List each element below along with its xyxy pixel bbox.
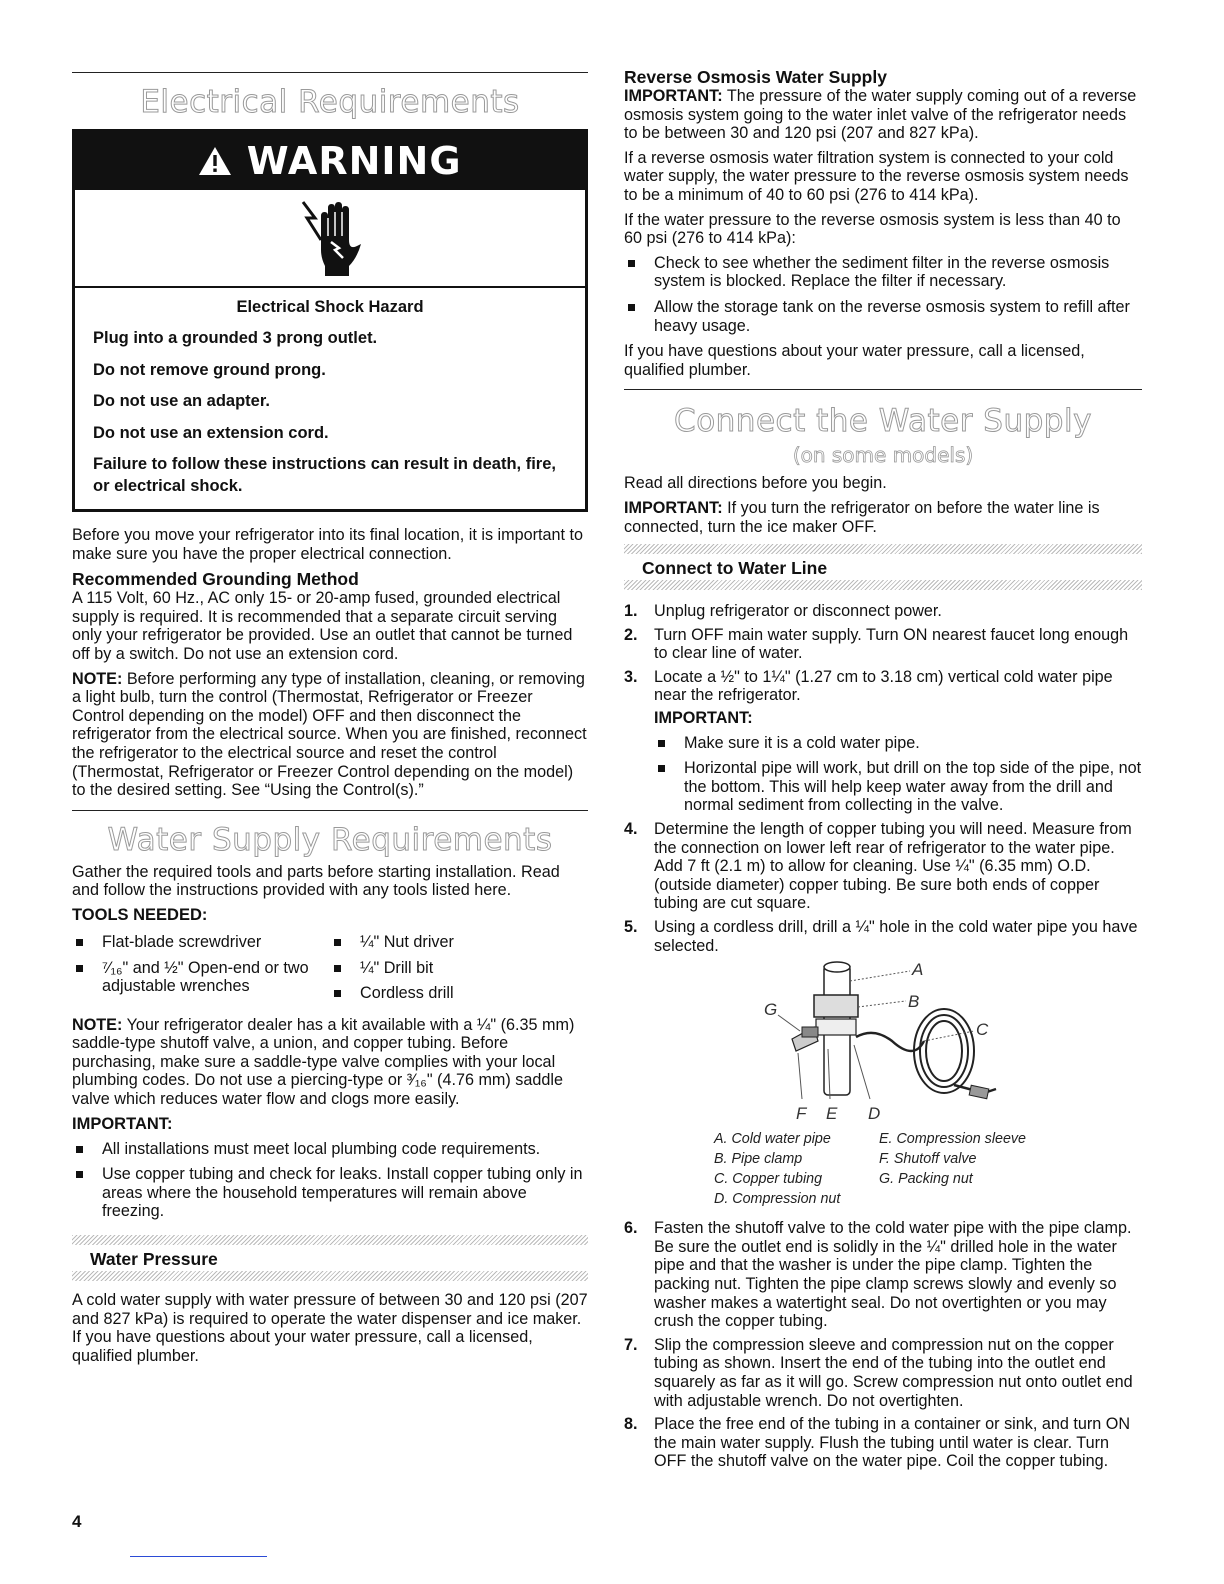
note-paragraph [72, 670, 588, 800]
step-number: 3. [624, 667, 638, 686]
list-item: ⁷⁄₁₆" and ½" Open-end or two adjustable wrenches [72, 959, 330, 996]
ro-paragraph: If the water pressure to the reverse osmosis system is less than 40 to 60 psi (276 to 414 kPa): [624, 210, 1121, 248]
connect-important-paragraph [624, 499, 1142, 536]
important-label: IMPORTANT: [624, 498, 723, 517]
list-item: Use copper tubing and check for leaks. Install copper tubing only in areas where the household temperatures will remain above freezing. [72, 1165, 588, 1221]
tools-heading: TOOLS NEEDED: [72, 905, 208, 924]
important-label: IMPORTANT: [624, 87, 723, 105]
caption-item: C. Copper tubing [714, 1171, 823, 1188]
list-item: Flat-blade screwdriver [72, 933, 330, 952]
figure-label-g: G [764, 1000, 778, 1020]
note-text: Before performing any type of installation, cleaning, or removing a light bulb, turn the control (Thermostat, Refrigerator or Freezer Control depending on the model) OFF and then disconnect the refrigerator from the electrical source. When you are finished, reconnect the refrigerator to the electrical source and reset the control (Thermostat, Refrigerator or Freezer Control depending on the model) to the desired setting. See “Using the Control(s).” [72, 669, 587, 800]
right-column [624, 62, 1142, 1476]
hatch-divider [72, 1235, 588, 1245]
warning-line: Do not use an adapter. [93, 392, 270, 410]
read-all-text: Read all directions before you begin. [624, 474, 887, 493]
ro-paragraph: If a reverse osmosis water filtration system is connected to your cold water supply, the water pressure to the reverse osmosis system needs to be a minimum of 40 to 60 psi (276 to 414 kPa). [624, 148, 1129, 204]
tools-column-1 [72, 933, 330, 1010]
list-item: Check to see whether the sediment filter in the reverse osmosis system is blocked. Replace the filter if necessary. [624, 254, 1142, 291]
step-important-list [654, 734, 1142, 815]
list-item [624, 1219, 1142, 1331]
note-label: NOTE: [72, 1015, 123, 1034]
grounding-heading: Recommended Grounding Method [72, 569, 359, 590]
ro-important-text: The pressure of the water supply coming out of a reverse osmosis system going to the water inlet valve of the refrigerator needs to be between 30 and 120 psi (207 and 827 kPa). [624, 87, 1137, 143]
important-heading: IMPORTANT: [72, 1114, 173, 1133]
list-item [624, 918, 1142, 955]
caption-item: F. Shutoff valve [879, 1151, 977, 1168]
tools-list [72, 933, 588, 1010]
list-item: Make sure it is a cold water pipe. [654, 734, 1142, 753]
warning-box [72, 129, 588, 512]
list-item [624, 668, 1142, 815]
hatch-divider [624, 544, 1142, 554]
ro-important-paragraph [624, 87, 1142, 143]
list-item: ¼" Nut driver [330, 933, 588, 952]
water-pressure-text: A cold water supply with water pressure of between 30 and 120 psi (207 and 827 kPa) is required to operate the water dispenser and ice maker. If you have questions about your water pressure, call a licensed, qualified plumber. [72, 1291, 588, 1365]
important-list [72, 1140, 588, 1221]
connect-water-line-heading: Connect to Water Line [642, 558, 828, 579]
caption-item: D. Compression nut [714, 1191, 841, 1208]
connect-water-supply-title: Connect the Water Supply [674, 403, 1092, 440]
list-item: Allow the storage tank on the reverse osmosis system to refill after heavy usage. [624, 298, 1142, 335]
hatch-divider [624, 580, 1142, 590]
water-pipe-diagram [624, 961, 1142, 1129]
warning-line: Do not remove ground prong. [93, 360, 326, 379]
list-item [624, 820, 1142, 913]
figure-label-c: C [976, 1020, 989, 1040]
page-number: 4 [72, 1512, 82, 1531]
caption-item: A. Cold water pipe [714, 1131, 831, 1148]
figure-label-a: A [912, 961, 924, 980]
step-number: 7. [624, 1335, 638, 1354]
water-pressure-heading: Water Pressure [90, 1249, 218, 1270]
step-number: 8. [624, 1415, 638, 1434]
warning-icon-area [75, 190, 585, 288]
reverse-osmosis-heading: Reverse Osmosis Water Supply [624, 67, 887, 87]
water-supply-requirements-title: Water Supply Requirements [107, 821, 553, 858]
connect-water-line-section [624, 544, 1142, 590]
steps-list-continued [624, 1219, 1142, 1471]
list-item: All installations must meet local plumbing code requirements. [72, 1140, 588, 1159]
figure-label-d: D [868, 1104, 881, 1124]
left-column [72, 62, 588, 1371]
step-number: 5. [624, 918, 638, 936]
step-text: Using a cordless drill, drill a ¼" hole in the cold water pipe you have selected. [654, 918, 1138, 955]
tools-column-2 [330, 933, 588, 1010]
step-text: Place the free end of the tubing in a container or sink, and turn ON the main water supply. Flush the tubing until water is clear. Turn OFF the shutoff valve on the water pipe. Coil the copper tubing. [654, 1415, 1131, 1471]
caption-item: E. Compression sleeve [879, 1131, 1027, 1148]
water-intro: Gather the required tools and parts before starting installation. Read and follow the instructions provided with any tools listed here. [72, 862, 560, 900]
figure-label-e: E [826, 1104, 838, 1124]
step-text: Unplug refrigerator or disconnect power. [654, 602, 942, 621]
shutoff-valve-illustration [624, 961, 1142, 1129]
step-number: 1. [624, 602, 638, 621]
electrical-intro: Before you move your refrigerator into its final location, it is important to make sure you have the proper electrical connection. [72, 526, 584, 563]
warning-triangle-icon [198, 139, 246, 183]
list-item [624, 1336, 1142, 1410]
kit-note-text: Your refrigerator dealer has a kit available with a ¼" (6.35 mm) saddle-type shutoff valve, a union, and copper tubing. Before purchasing, make sure a saddle-type valve complies with your local plumbing codes. Do not use a piercing-type or ³⁄₁₆" (4.76 mm) saddle valve which reduces water flow and clogs more easily. [72, 1015, 575, 1109]
hatch-divider [72, 1271, 588, 1281]
figure-label-f: F [796, 1104, 807, 1124]
step-text: Slip the compression sleeve and compression nut on the copper tubing as shown. Insert the end of the tubing into the outlet end squarely as far as it will go. Screw compression nut onto outlet end with adjustable wrench. Do not overtighten. [654, 1335, 1133, 1410]
section-divider [72, 810, 588, 811]
section-divider [72, 72, 588, 73]
caption-column-2 [879, 1129, 1054, 1209]
warning-line: Failure to follow these instructions can result in death, fire, or electrical shock. [93, 455, 556, 495]
caption-item: G. Packing nut [879, 1171, 973, 1188]
kit-note-paragraph [72, 1016, 588, 1109]
list-item [624, 602, 1142, 621]
step-number: 4. [624, 820, 638, 839]
electrical-requirements-title: Electrical Requirements [140, 84, 520, 120]
list-item: Horizontal pipe will work, but drill on the top side of the pipe, not the bottom. This will help keep water away from the drill and normal sediment from collecting in the valve. [654, 759, 1142, 815]
step-number: 2. [624, 625, 638, 644]
section-divider [624, 389, 1142, 390]
list-item [624, 1415, 1142, 1471]
electric-shock-hand-icon [295, 196, 365, 280]
warning-line: Plug into a grounded 3 prong outlet. [93, 329, 378, 347]
note-label: NOTE: [72, 669, 123, 688]
list-item [624, 626, 1142, 663]
figure-label-b: B [908, 992, 920, 1012]
grounding-text: A 115 Volt, 60 Hz., AC only 15- or 20-amp fused, grounded electrical supply is required. It is recommended that a separate circuit serving only your refrigerator be provided. Use an outlet that cannot be turned off by a switch. Do not use an extension cord. [72, 589, 573, 663]
caption-item: B. Pipe clamp [714, 1151, 803, 1168]
caption-column-1 [714, 1129, 889, 1209]
step-text: Fasten the shutoff valve to the cold water pipe with the pipe clamp. Be sure the outlet end is solidly in the ¼" drilled hole in the water pipe and that the washer is under the pipe clamp. Tighten the packing nut. Tighten the pipe clamp screws slowly and evenly so washer makes a watertight seal. Do not overtighten or you may crush the copper tubing. [654, 1219, 1132, 1331]
warning-header [75, 132, 585, 190]
warning-body [75, 288, 585, 509]
ro-list [624, 254, 1142, 335]
connect-important-text: If you turn the refrigerator on before the water line is connected, turn the ice maker OFF. [624, 498, 1100, 536]
list-item: ¼" Drill bit [330, 959, 588, 978]
warning-line: Do not use an extension cord. [93, 423, 329, 442]
step-text: Determine the length of copper tubing you will need. Measure from the connection on lower left rear of refrigerator to the water pipe. Add 7 ft (2.1 m) to allow for cleaning. Use ¼" (6.35 mm) O.D. (outside diameter) copper tubing. Be sure both ends of copper tubing are cut square. [654, 820, 1132, 913]
hazard-title: Electrical Shock Hazard [236, 298, 424, 316]
step-number: 6. [624, 1219, 638, 1238]
steps-list [624, 602, 1142, 955]
step-text: Locate a ½" to 1¼" (1.27 cm to 3.18 cm) vertical cold water pipe near the refrigerator. [654, 667, 1113, 705]
list-item: Cordless drill [330, 984, 588, 1003]
warning-title: WARNING [246, 139, 462, 183]
figure-caption [714, 1129, 1142, 1209]
ro-paragraph: If you have questions about your water pressure, call a licensed, qualified plumber. [624, 342, 1085, 379]
step-text: Turn OFF main water supply. Turn ON nearest faucet long enough to clear line of water. [654, 625, 1129, 663]
footer-rule [130, 1556, 267, 1557]
water-pressure-section [72, 1235, 588, 1281]
step-important-label: IMPORTANT: [654, 709, 753, 728]
connect-water-supply-subtitle: (on some models) [792, 443, 974, 468]
